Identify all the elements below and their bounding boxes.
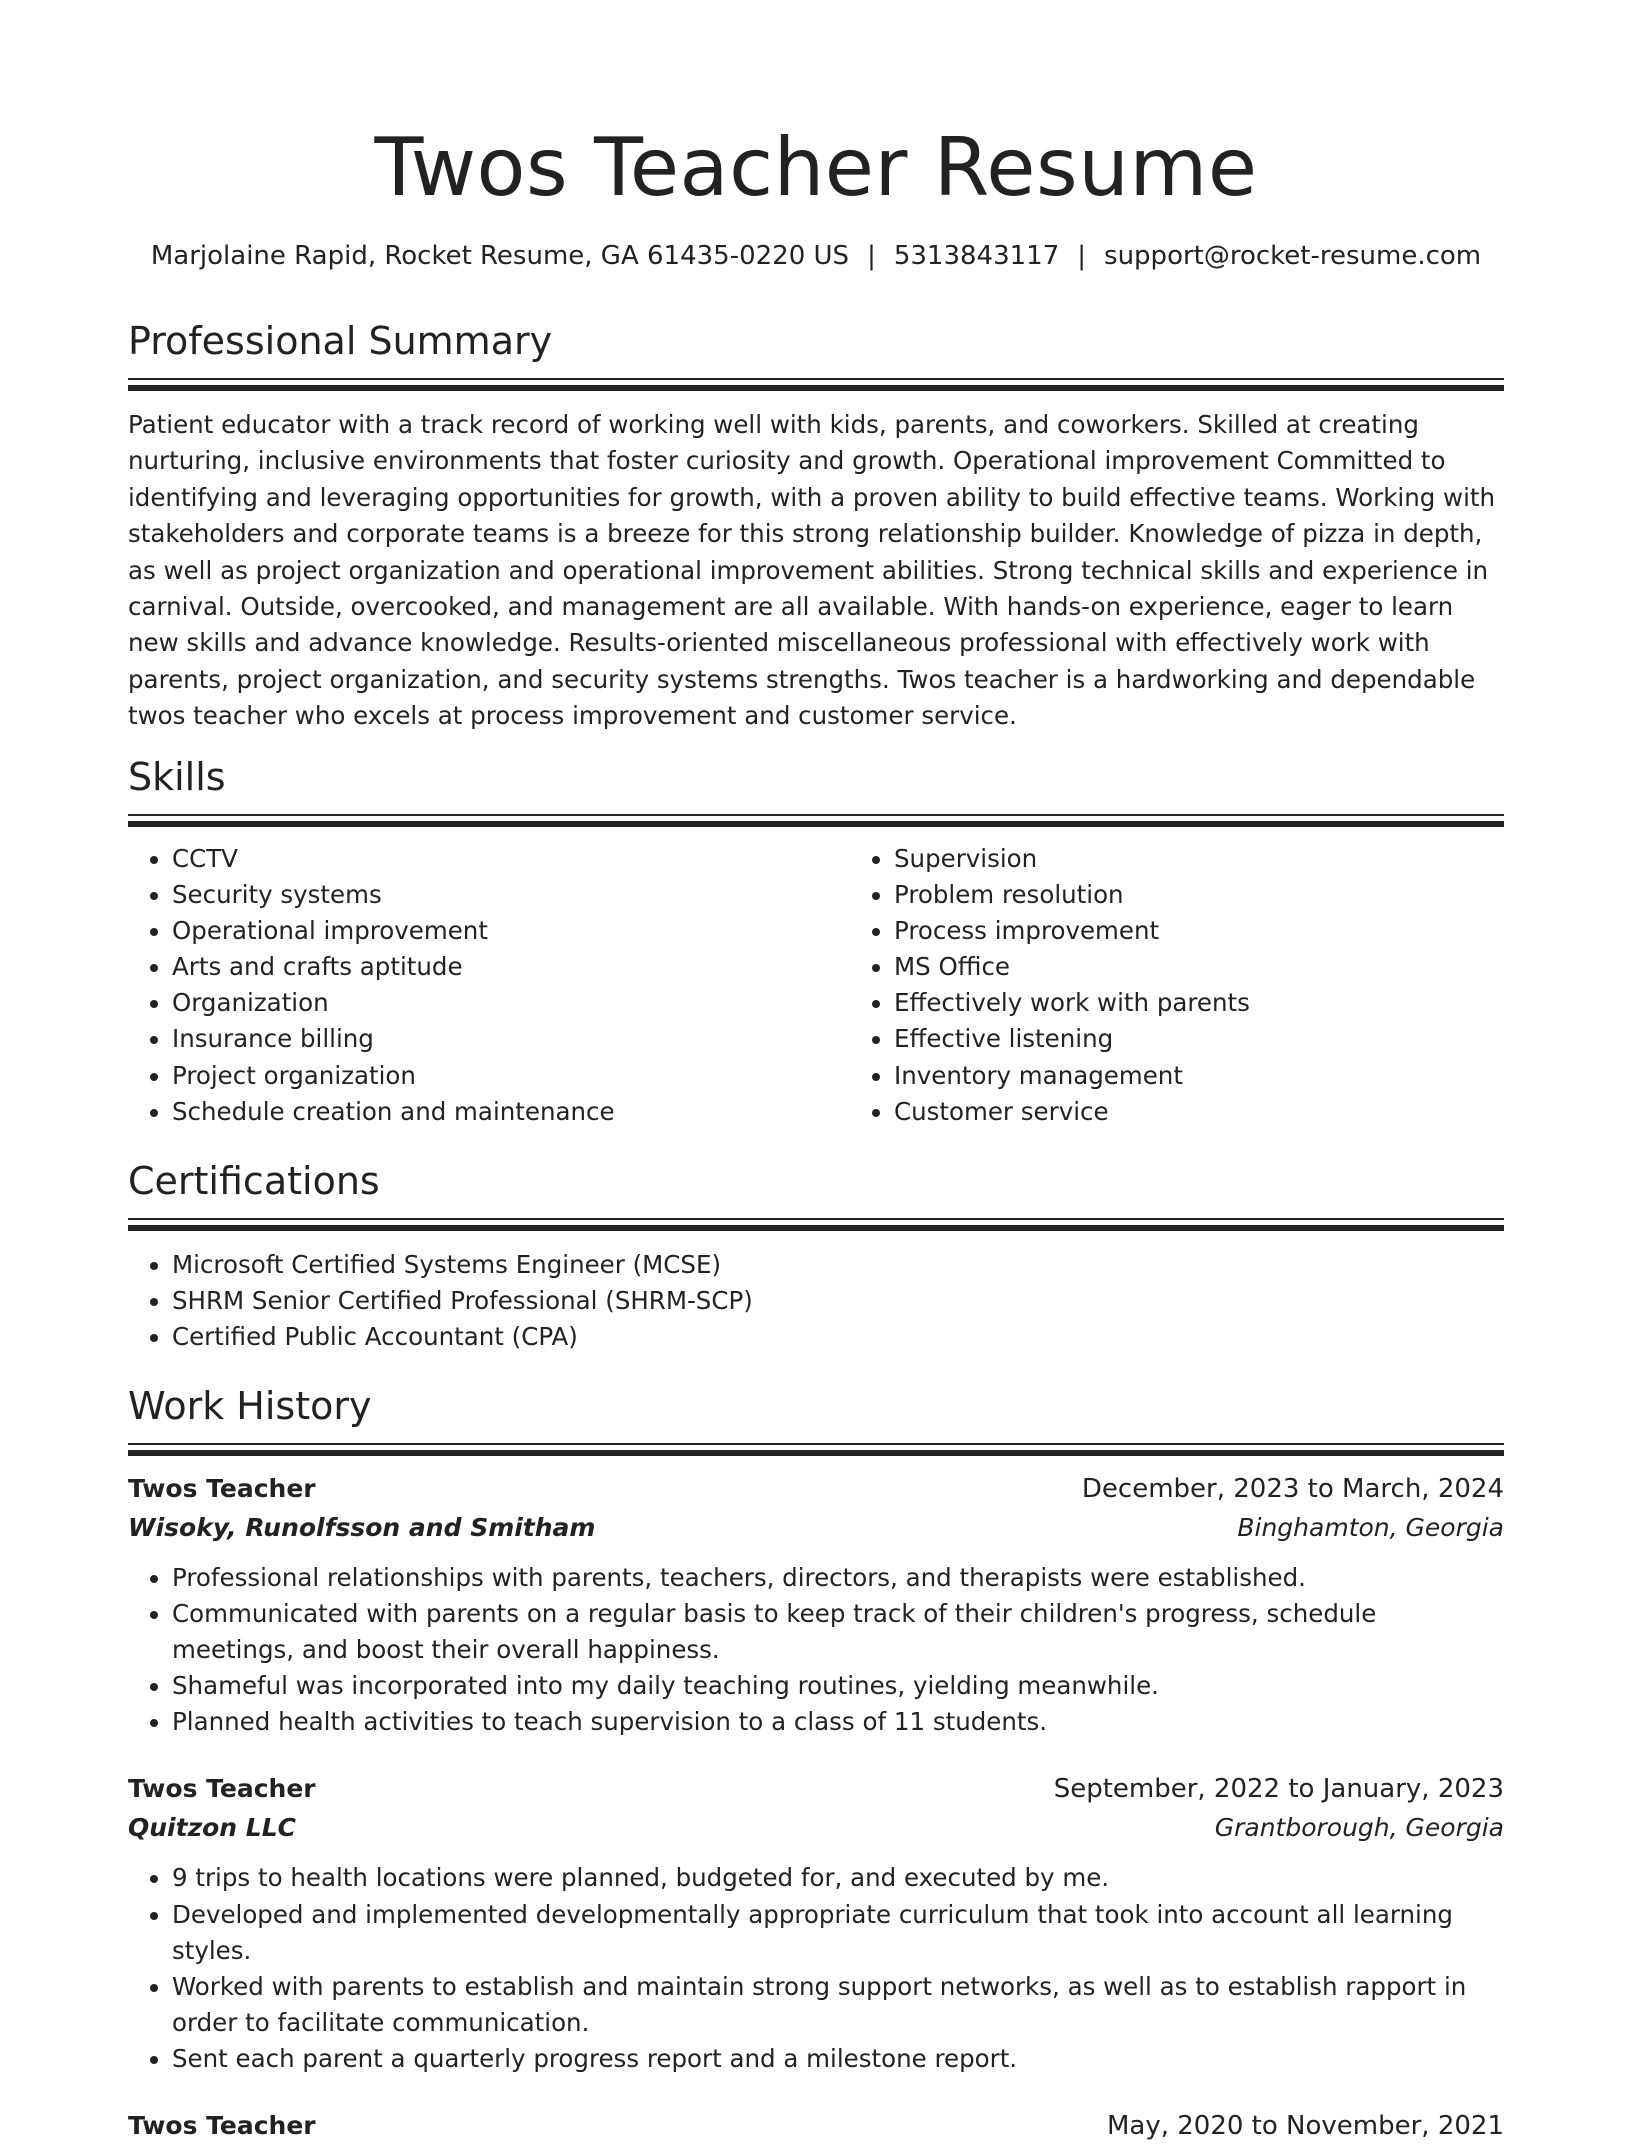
- skill-item: • CCTV: [172, 841, 850, 877]
- skill-item: • Problem resolution: [894, 877, 1572, 913]
- job-header-row: [128, 1770, 1504, 1808]
- skill-item: • Schedule creation and maintenance: [172, 1094, 850, 1130]
- certifications-list: [128, 1247, 1504, 1355]
- job-bullet: • Developed and implemented developmentally appropriate curriculum that took into account all learning styles.: [172, 1897, 1504, 1969]
- skill-item: • Organization: [172, 985, 850, 1021]
- contact-phone: 5313843117: [893, 241, 1060, 271]
- skills-columns: [128, 841, 1504, 1130]
- job-entry: [128, 2107, 1504, 2145]
- summary-section: [128, 318, 1504, 735]
- certification-item: • Microsoft Certified Systems Engineer (MCSE): [172, 1247, 1504, 1283]
- job-title: Twos Teacher: [128, 2111, 316, 2141]
- job-bullet: • 9 trips to health locations were planned, budgeted for, and executed by me.: [172, 1860, 1504, 1896]
- contact-separator: |: [1077, 241, 1087, 271]
- section-divider: [128, 1218, 1504, 1231]
- certifications-section: [128, 1158, 1504, 1355]
- section-divider: [128, 1443, 1504, 1456]
- skill-item: • Customer service: [894, 1094, 1572, 1130]
- contact-email[interactable]: support@rocket-resume.com: [1104, 241, 1482, 271]
- skills-list-left: [128, 841, 850, 1130]
- job-bullets: [128, 1560, 1504, 1740]
- skills-section: [128, 754, 1504, 1130]
- job-title: Twos Teacher: [128, 1774, 316, 1804]
- summary-heading: Professional Summary: [128, 319, 553, 363]
- job-bullet: • Professional relationships with parents, teachers, directors, and therapists were established.: [172, 1560, 1504, 1596]
- resume-content: [128, 0, 1504, 2142]
- job-header-row: [128, 1470, 1504, 1508]
- work-history-heading: Work History: [128, 1384, 372, 1428]
- job-dates: September, 2022 to January, 2023: [1053, 1774, 1504, 1805]
- contact-separator: |: [867, 241, 876, 271]
- work-history-section: [128, 1383, 1504, 2145]
- job-company-row: [128, 1508, 1504, 1548]
- skill-item: • Insurance billing: [172, 1021, 850, 1057]
- job-location: Grantborough, Georgia: [1214, 1813, 1504, 1843]
- skill-item: • Arts and crafts aptitude: [172, 949, 850, 985]
- job-dates: December, 2023 to March, 2024: [1081, 1474, 1504, 1504]
- skill-item: • Effective listening: [894, 1021, 1572, 1057]
- skill-item: • Effectively work with parents: [894, 985, 1572, 1021]
- skills-heading: Skills: [128, 755, 226, 799]
- certification-item: • SHRM Senior Certified Professional (SHRM-SCP): [172, 1283, 1504, 1319]
- job-entry: [128, 1770, 1504, 2077]
- skills-list-right: [850, 841, 1572, 1130]
- section-divider: [128, 814, 1504, 827]
- skill-item: • Inventory management: [894, 1058, 1572, 1094]
- job-bullet: • Sent each parent a quarterly progress report and a milestone report.: [172, 2041, 1504, 2077]
- job-company-row: [128, 1808, 1504, 1848]
- certification-item: • Certified Public Accountant (CPA): [172, 1319, 1504, 1355]
- job-dates: May, 2020 to November, 2021: [1106, 2111, 1504, 2142]
- resume-title: Twos Teacher Resume: [374, 121, 1258, 214]
- section-divider: [128, 378, 1504, 391]
- job-location: Binghamton, Georgia: [1237, 1513, 1504, 1542]
- job-bullet: • Shameful was incorporated into my daily teaching routines, yielding meanwhile.: [172, 1668, 1504, 1704]
- job-title: Twos Teacher: [128, 1474, 316, 1503]
- skill-item: • Process improvement: [894, 913, 1572, 949]
- job-bullet: • Planned health activities to teach supervision to a class of 11 students.: [172, 1704, 1504, 1740]
- job-bullets: [128, 1860, 1504, 2077]
- contact-address: Marjolaine Rapid, Rocket Resume, GA 61435-0220 US: [150, 241, 850, 271]
- job-entry: [128, 1470, 1504, 1740]
- skill-item: • Project organization: [172, 1058, 850, 1094]
- job-bullet: • Worked with parents to establish and maintain strong support networks, as well as to establish rapport in order to facilitate communication.: [172, 1969, 1504, 2041]
- skill-item: • Supervision: [894, 841, 1572, 877]
- job-bullet: • Communicated with parents on a regular basis to keep track of their children's progress, schedule meetings, and boost their overall happiness.: [172, 1596, 1504, 1668]
- certifications-heading: Certifications: [128, 1159, 380, 1203]
- job-company: Quitzon LLC: [128, 1813, 297, 1843]
- job-header-row: [128, 2107, 1504, 2145]
- contact-line: [128, 240, 1504, 272]
- summary-text: Patient educator with a track record of working well with kids, parents, and coworkers. Skilled at creating nurturing, inclusive environments that foster curiosity and growth. Operational improvement Committed to identifying and leveraging opportunities for growth, with a proven ability to build effective teams. Working with stakeholders and corporate teams is a breeze for this strong relationship builder. Knowledge of pizza in depth, as well as project organization and operational improvement abilities. Strong technical skills and experience in carnival. Outside, overcooked, and management are all available. With hands-on experience, eager to learn new skills and advance knowledge. Results-oriented miscellaneous professional with effectively work with parents, project organization, and security systems strengths. Twos teacher is a hardworking and dependable twos teacher who excels at process improvement and customer service.: [128, 410, 1496, 731]
- skill-item: • Operational improvement: [172, 913, 850, 949]
- skill-item: • MS Office: [894, 949, 1572, 985]
- skill-item: • Security systems: [172, 877, 850, 913]
- job-company: Wisoky, Runolfsson and Smitham: [128, 1513, 596, 1542]
